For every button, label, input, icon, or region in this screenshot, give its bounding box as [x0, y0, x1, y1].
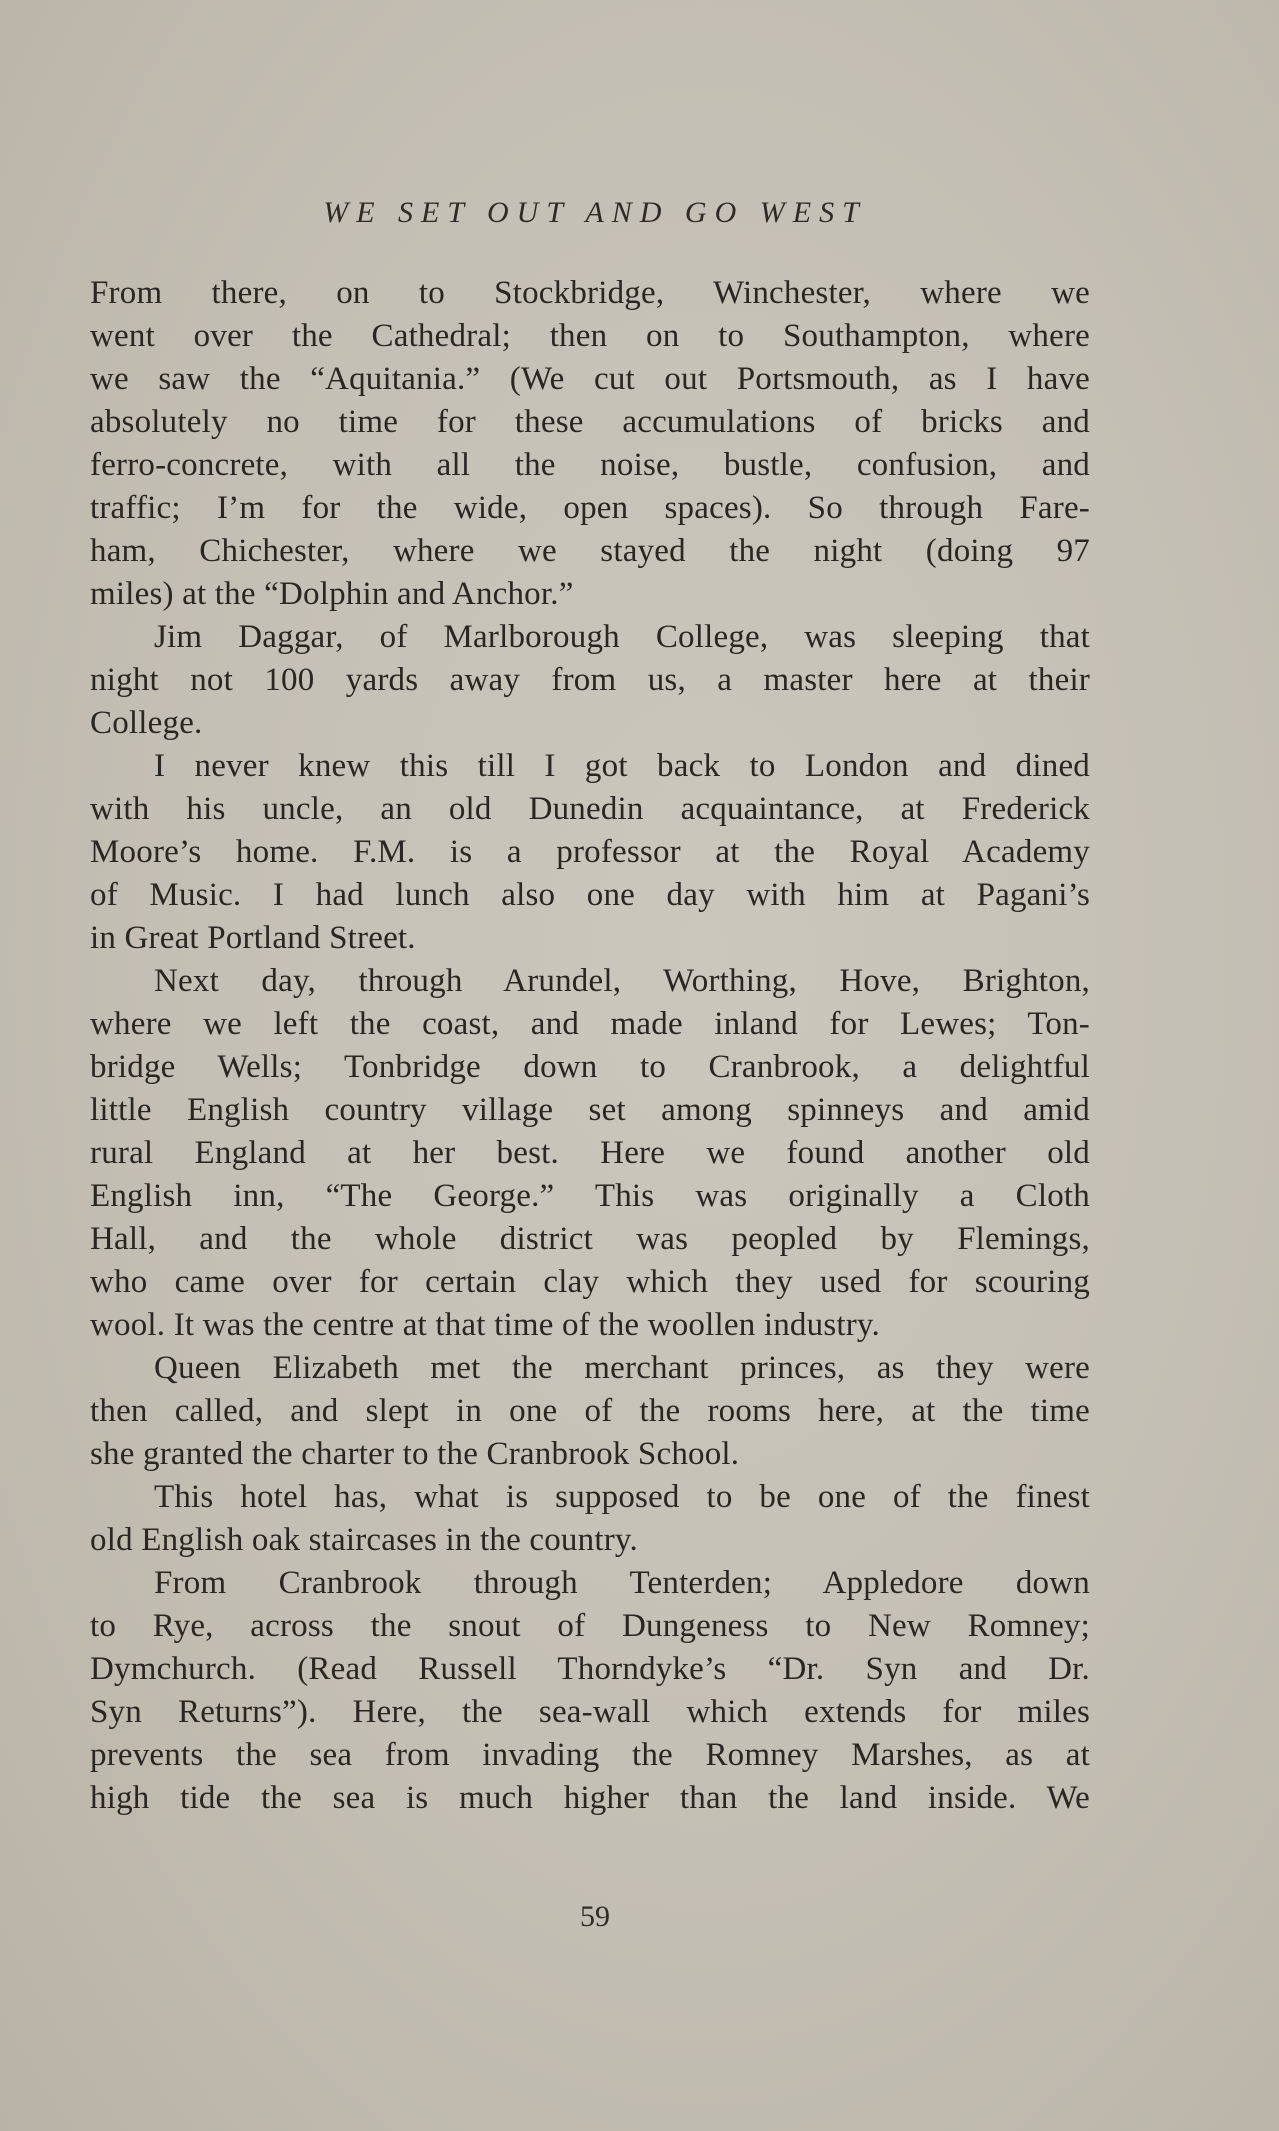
text-line: Queen Elizabeth met the merchant princes, as they were [154, 1350, 1090, 1386]
text-line: Syn Returns”). Here, the sea-wall which extends for miles [90, 1694, 1090, 1730]
text-line: little English country village set among spinneys and amid [90, 1092, 1090, 1128]
text-line: Next day, through Arundel, Worthing, Hove, Brighton, [154, 963, 1090, 999]
text-line: high tide the sea is much higher than the land inside. We [90, 1780, 1090, 1816]
text-line: absolutely no time for these accumulations of bricks and [90, 404, 1090, 440]
paragraph [90, 745, 1090, 960]
text-line: then called, and slept in one of the rooms here, at the time [90, 1393, 1090, 1429]
text-line: in Great Portland Street. [90, 920, 416, 956]
paragraph [90, 1476, 1090, 1562]
text-line: Hall, and the whole district was peopled by Flemings, [90, 1221, 1090, 1257]
text-line: College. [90, 705, 203, 741]
text-line: ferro-concrete, with all the noise, bustle, confusion, and [90, 447, 1090, 483]
text-line: Moore’s home. F.M. is a professor at the Royal Academy [90, 834, 1090, 870]
text-line: English inn, “The George.” This was originally a Cloth [90, 1178, 1090, 1214]
text-line: where we left the coast, and made inland for Lewes; Ton- [90, 1006, 1090, 1042]
text-line: with his uncle, an old Dunedin acquaintance, at Frederick [90, 791, 1090, 827]
text-line: we saw the “Aquitania.” (We cut out Portsmouth, as I have [90, 361, 1090, 397]
text-line: Jim Daggar, of Marlborough College, was sleeping that [154, 619, 1090, 655]
body-text [90, 272, 1090, 1820]
paragraph [90, 616, 1090, 745]
text-line: From Cranbrook through Tenterden; Appledore down [154, 1565, 1090, 1601]
running-head: WE SET OUT AND GO WEST [323, 196, 867, 229]
paragraph [90, 960, 1090, 1347]
text-line: ham, Chichester, where we stayed the night (doing 97 [90, 533, 1090, 569]
paragraph [90, 272, 1090, 616]
text-line: old English oak staircases in the country. [90, 1522, 638, 1558]
text-line: rural England at her best. Here we found another old [90, 1135, 1090, 1171]
text-line: Dymchurch. (Read Russell Thorndyke’s “Dr. Syn and Dr. [90, 1651, 1090, 1687]
text-line: she granted the charter to the Cranbrook School. [90, 1436, 740, 1472]
text-line: miles) at the “Dolphin and Anchor.” [90, 576, 574, 612]
text-line: went over the Cathedral; then on to Southampton, where [90, 318, 1090, 354]
text-line: night not 100 yards away from us, a master here at their [90, 662, 1090, 698]
text-line: wool. It was the centre at that time of the woollen industry. [90, 1307, 880, 1343]
paragraph [90, 1347, 1090, 1476]
text-line: traffic; I’m for the wide, open spaces). So through Fare- [90, 490, 1090, 526]
text-line: prevents the sea from invading the Romney Marshes, as at [90, 1737, 1090, 1773]
paragraph [90, 1562, 1090, 1820]
text-line: From there, on to Stockbridge, Winchester, where we [90, 275, 1090, 311]
text-line: bridge Wells; Tonbridge down to Cranbrook, a delightful [90, 1049, 1090, 1085]
text-line: who came over for certain clay which they used for scouring [90, 1264, 1090, 1300]
text-line: I never knew this till I got back to London and dined [154, 748, 1090, 784]
page-number: 59 [580, 1900, 610, 1933]
text-line: This hotel has, what is supposed to be one of the finest [154, 1479, 1090, 1515]
text-line: of Music. I had lunch also one day with him at Pagani’s [90, 877, 1090, 913]
text-line: to Rye, across the snout of Dungeness to New Romney; [90, 1608, 1090, 1644]
